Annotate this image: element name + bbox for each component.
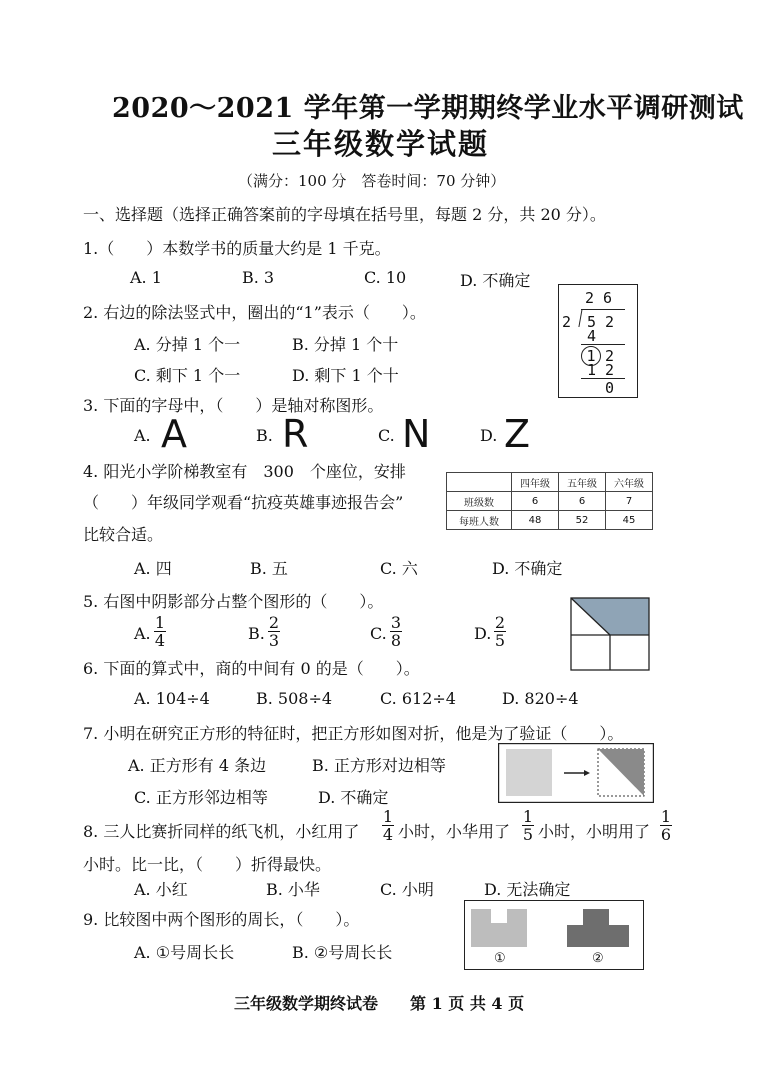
q5-shaded-figure (570, 597, 650, 671)
table-cell (447, 473, 512, 492)
table-cell: 每班人数 (447, 511, 512, 530)
fraction-denominator: 8 (390, 631, 402, 650)
q5-option-d-fraction (494, 614, 506, 649)
fraction-numerator: 1 (154, 613, 166, 632)
q9-shapes (465, 901, 643, 951)
division-diagram (558, 284, 638, 398)
q5-option-a-fraction (154, 614, 166, 649)
q2-option-d: D. 剩下 1 个十 (292, 366, 399, 385)
division-quotient: 2 6 (585, 289, 613, 307)
q5-option-c-fraction (390, 614, 402, 649)
q5-option-b-fraction (268, 614, 280, 649)
q2-option-c: C. 剩下 1 个一 (134, 366, 241, 385)
fraction-numerator: 1 (660, 807, 672, 826)
q3-letter-n: N (402, 412, 431, 456)
q8-option-d: D. 无法确定 (484, 880, 571, 899)
q9-label-2: ② (592, 951, 604, 966)
q3-letter-r: R (282, 412, 309, 456)
q6-option-b: B. 508÷4 (256, 689, 333, 708)
table-cell: 52 (559, 511, 606, 530)
table-cell: 6 (512, 492, 559, 511)
fraction-denominator: 4 (382, 825, 394, 844)
table-cell: 45 (606, 511, 653, 530)
q7-option-b: B. 正方形对边相等 (312, 756, 446, 775)
question-9: 9. 比较图中两个图形的周长，（ ）。 (83, 910, 360, 929)
q8-option-c: C. 小明 (380, 880, 434, 899)
q8-option-a: A. 小红 (134, 880, 188, 899)
q1-option-d: D. 不确定 (460, 271, 531, 290)
q9-label-1: ① (494, 951, 506, 966)
question-3: 3. 下面的字母中，（ ）是轴对称图形。 (83, 396, 384, 415)
q9-shape-2 (567, 909, 629, 947)
q9-option-a: A. ①号周长长 (134, 943, 235, 962)
fraction-numerator: 1 (382, 807, 394, 826)
q9-option-b: B. ②号周长长 (292, 943, 393, 962)
q3-option-a: A. (134, 426, 151, 445)
fraction-numerator: 1 (522, 807, 534, 826)
fraction-denominator: 4 (154, 631, 166, 650)
q4-option-c: C. 六 (380, 559, 418, 578)
question-8-line-2: 小时。比一比，（ ）折得最快。 (83, 855, 332, 874)
fraction-numerator: 3 (390, 613, 402, 632)
fraction-denominator: 5 (522, 825, 534, 844)
division-digit2: 2 (605, 347, 615, 365)
fraction-denominator: 5 (494, 631, 506, 650)
question-8-part-1: 8. 三人比赛折同样的纸飞机，小红用了 (83, 822, 360, 841)
question-2: 2. 右边的除法竖式中，圈出的“1”表示（ ）。 (83, 303, 426, 322)
table-row (447, 511, 653, 530)
q1-option-c: C. 10 (364, 268, 407, 287)
question-5: 5. 右图中阴影部分占整个图形的（ ）。 (83, 592, 384, 611)
exam-subtitle: 三年级数学试题 (272, 127, 490, 161)
q5-option-c-label: C. (370, 624, 387, 643)
q1-option-b: B. 3 (242, 268, 275, 287)
q5-shaded-region (571, 598, 649, 635)
q3-option-d: D. (480, 426, 498, 445)
fraction-denominator: 6 (660, 825, 672, 844)
q6-option-a: A. 104÷4 (134, 689, 210, 708)
q5-option-d-label: D. (474, 624, 492, 643)
q5-option-b-label: B. (248, 624, 265, 643)
q4-option-b: B. 五 (250, 559, 288, 578)
q3-letter-a: A (161, 412, 187, 456)
fraction-numerator: 2 (268, 613, 280, 632)
q1-option-a: A. 1 (130, 268, 162, 287)
q3-option-b: B. (256, 426, 273, 445)
fraction-denominator: 3 (268, 631, 280, 650)
q7-folded-triangle (598, 749, 644, 796)
q3-option-c: C. (378, 426, 395, 445)
question-8-part-3: 小时，小明用了 (538, 822, 651, 841)
table-header: 五年级 (559, 473, 606, 492)
division-bracket-side (578, 309, 582, 327)
q7-square (506, 749, 552, 796)
q7-fold-figure (498, 743, 654, 803)
division-step1: 4 (587, 327, 597, 345)
table-header: 六年级 (606, 473, 653, 492)
table-cell: 班级数 (447, 492, 512, 511)
q9-shape-1 (471, 909, 527, 947)
q4-option-d: D. 不确定 (492, 559, 563, 578)
division-step2: 1 2 (587, 361, 615, 379)
q4-option-a: A. 四 (134, 559, 172, 578)
exam-meta: （满分：100 分 答卷时间：70 分钟） (238, 172, 506, 190)
q8-fraction-ming (660, 808, 672, 843)
division-remainder: 0 (605, 379, 615, 397)
division-line-2 (581, 378, 625, 379)
q7-option-d: D. 不确定 (318, 788, 389, 807)
q7-option-a: A. 正方形有 4 条边 (128, 756, 267, 775)
table-row (447, 473, 653, 492)
table-cell: 6 (559, 492, 606, 511)
table-cell: 7 (606, 492, 653, 511)
q5-option-a-label: A. (134, 624, 151, 643)
q3-letter-z: Z (504, 412, 531, 456)
question-8-part-2: 小时，小华用了 (398, 822, 511, 841)
question-4-line-3: 比较合适。 (83, 525, 164, 544)
table-cell: 48 (512, 511, 559, 530)
arrow-head-icon (584, 770, 590, 776)
question-7: 7. 小明在研究正方形的特征时，把正方形如图对折，他是为了验证（ ）。 (83, 724, 624, 743)
q6-option-d: D. 820÷4 (502, 689, 579, 708)
q8-fraction-hua (522, 808, 534, 843)
page-footer: 三年级数学期终试卷 第 1 页 共 4 页 (234, 994, 525, 1013)
table-header: 四年级 (512, 473, 559, 492)
exam-title: 2020～2021 学年第一学期期终学业水平调研测试 (112, 93, 744, 124)
question-4-line-2: （ ）年级同学观看“抗疫英雄事迹报告会” (83, 493, 404, 512)
section-title: 一、选择题（选择正确答案前的字母填在括号里，每题 2 分，共 20 分）。 (83, 205, 606, 224)
question-6: 6. 下面的算式中，商的中间有 0 的是（ ）。 (83, 659, 420, 678)
table-row (447, 492, 653, 511)
division-dividend: 5 2 (587, 313, 615, 331)
q2-option-b: B. 分掉 1 个十 (292, 335, 399, 354)
fraction-numerator: 2 (494, 613, 506, 632)
q8-option-b: B. 小华 (266, 880, 320, 899)
q9-figure-frame (464, 900, 644, 970)
division-line-1 (581, 344, 625, 345)
question-4-line-1: 4. 阳光小学阶梯教室有 300 个座位，安排 (83, 462, 406, 481)
grade-table (446, 472, 653, 530)
q2-option-a: A. 分掉 1 个一 (134, 335, 241, 354)
q8-fraction-red (382, 808, 394, 843)
division-divisor: 2 (562, 313, 572, 331)
q7-option-c: C. 正方形邻边相等 (134, 788, 268, 807)
q6-option-c: C. 612÷4 (380, 689, 456, 708)
division-circled-digit: 1 (581, 346, 601, 366)
division-bracket-top (581, 309, 625, 310)
question-1: 1.（ ）本数学书的质量大约是 1 千克。 (83, 239, 391, 258)
